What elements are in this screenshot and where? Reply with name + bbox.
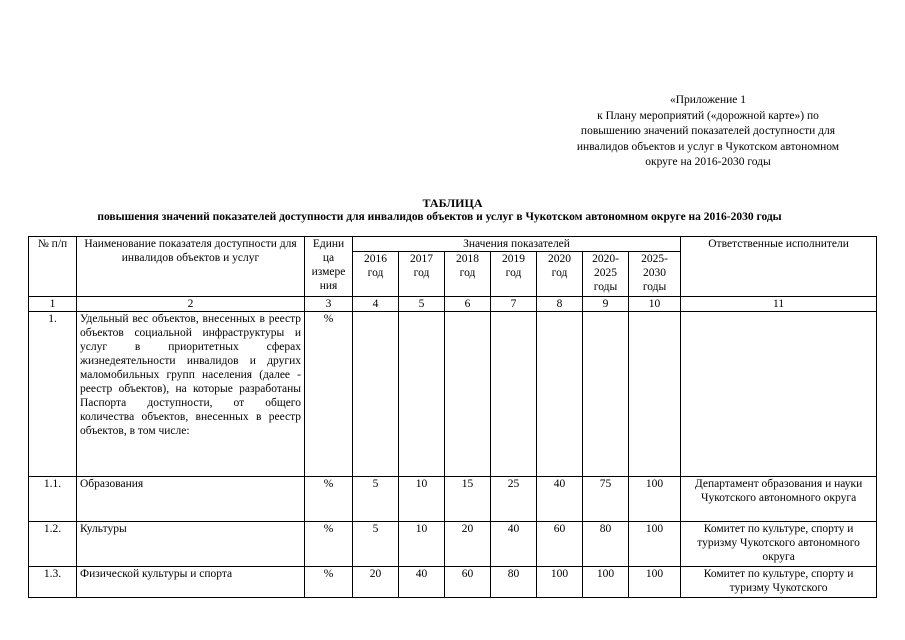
appendix-line: к Плану мероприятий («дорожной карте») по bbox=[597, 109, 819, 122]
row-value: 80 bbox=[583, 522, 629, 567]
row-value: 20 bbox=[353, 567, 399, 598]
column-number: 11 bbox=[681, 297, 877, 312]
row-responsible: Комитет по культуре, спорту и туризму Чукотского bbox=[681, 567, 877, 598]
column-number: 5 bbox=[399, 297, 445, 312]
column-number: 2 bbox=[77, 297, 305, 312]
header-num: № п/п bbox=[29, 237, 77, 297]
row-num: 1.1. bbox=[29, 477, 77, 522]
column-number: 9 bbox=[583, 297, 629, 312]
row-name: Физической культуры и спорта bbox=[77, 567, 305, 598]
column-number: 6 bbox=[445, 297, 491, 312]
row-value: 40 bbox=[537, 477, 583, 522]
appendix-block bbox=[548, 93, 868, 171]
header-year: 2020 год bbox=[537, 252, 583, 297]
header-row bbox=[29, 237, 877, 252]
row-value: 20 bbox=[445, 522, 491, 567]
row-num: 1.3. bbox=[29, 567, 77, 598]
header-year: 2017 год bbox=[399, 252, 445, 297]
title-sub: повышения значений показателей доступности для инвалидов объектов и услуг в Чукотском автономном округе на 2016-2030 годы bbox=[97, 211, 782, 223]
row-value: 100 bbox=[583, 567, 629, 598]
row-value: 75 bbox=[583, 477, 629, 522]
row-name: Образования bbox=[77, 477, 305, 522]
header-name: Наименование показателя доступности для инвалидов объектов и услуг bbox=[77, 237, 305, 297]
table-row bbox=[29, 522, 877, 567]
row-value: 40 bbox=[399, 567, 445, 598]
row-value bbox=[353, 312, 399, 477]
row-unit: % bbox=[305, 312, 353, 477]
appendix-line: повышению значений показателей доступности для bbox=[580, 125, 836, 137]
row-value: 5 bbox=[353, 477, 399, 522]
row-name: Культуры bbox=[77, 522, 305, 567]
row-unit: % bbox=[305, 567, 353, 598]
row-num: 1. bbox=[29, 312, 77, 477]
row-value: 100 bbox=[629, 477, 681, 522]
row-value: 15 bbox=[445, 477, 491, 522]
table-row bbox=[29, 312, 877, 477]
header-responsible: Ответственные исполнители bbox=[681, 237, 877, 297]
table-row bbox=[29, 477, 877, 522]
row-unit: % bbox=[305, 522, 353, 567]
table-row bbox=[29, 567, 877, 598]
row-value: 100 bbox=[629, 522, 681, 567]
row-unit: % bbox=[305, 477, 353, 522]
row-responsible: Департамент образования и науки Чукотского автономного округа bbox=[681, 477, 877, 522]
appendix-line: «Приложение 1 bbox=[669, 94, 747, 106]
row-value: 10 bbox=[399, 522, 445, 567]
row-num: 1.2. bbox=[29, 522, 77, 567]
row-responsible bbox=[681, 312, 877, 477]
appendix-line: округе на 2016-2030 годы bbox=[645, 156, 771, 168]
column-number: 4 bbox=[353, 297, 399, 312]
row-value bbox=[399, 312, 445, 477]
document-title bbox=[0, 196, 905, 224]
header-year: 2016 год bbox=[353, 252, 399, 297]
header-year: 2018 год bbox=[445, 252, 491, 297]
row-value: 25 bbox=[491, 477, 537, 522]
header-year: 2020-2025 годы bbox=[583, 252, 629, 297]
column-number: 7 bbox=[491, 297, 537, 312]
row-responsible: Комитет по культуре, спорту и туризму Чукотского автономного округа bbox=[681, 522, 877, 567]
column-numbers-row bbox=[29, 297, 877, 312]
row-value: 60 bbox=[537, 522, 583, 567]
row-value: 100 bbox=[537, 567, 583, 598]
row-value: 100 bbox=[629, 567, 681, 598]
row-name: Удельный вес объектов, внесенных в реестр объектов социальной инфраструктуры и услуг в приоритетных сферах жизнедеятельности инвалидов и других маломобильных групп населения (далее - реестр объектов), на которые разработаны Паспорта доступности, от общего количества объектов, внесенных в реестр объектов, в том числе: bbox=[77, 312, 305, 477]
header-year: 2025-2030 годы bbox=[629, 252, 681, 297]
row-value bbox=[629, 312, 681, 477]
header-unit: Едини ца измере ния bbox=[305, 237, 353, 297]
appendix-line: инвалидов объектов и услуг в Чукотском автономном bbox=[576, 140, 840, 153]
row-value bbox=[537, 312, 583, 477]
row-value: 10 bbox=[399, 477, 445, 522]
row-value: 40 bbox=[491, 522, 537, 567]
header-values-group: Значения показателей bbox=[353, 237, 681, 252]
column-number: 3 bbox=[305, 297, 353, 312]
row-value bbox=[583, 312, 629, 477]
row-value: 80 bbox=[491, 567, 537, 598]
row-value: 5 bbox=[353, 522, 399, 567]
indicators-table bbox=[28, 236, 877, 598]
header-year: 2019 год bbox=[491, 252, 537, 297]
row-value bbox=[445, 312, 491, 477]
column-number: 1 bbox=[29, 297, 77, 312]
column-number: 8 bbox=[537, 297, 583, 312]
column-number: 10 bbox=[629, 297, 681, 312]
row-value bbox=[491, 312, 537, 477]
row-value: 60 bbox=[445, 567, 491, 598]
title-main: ТАБЛИЦА bbox=[422, 196, 483, 210]
